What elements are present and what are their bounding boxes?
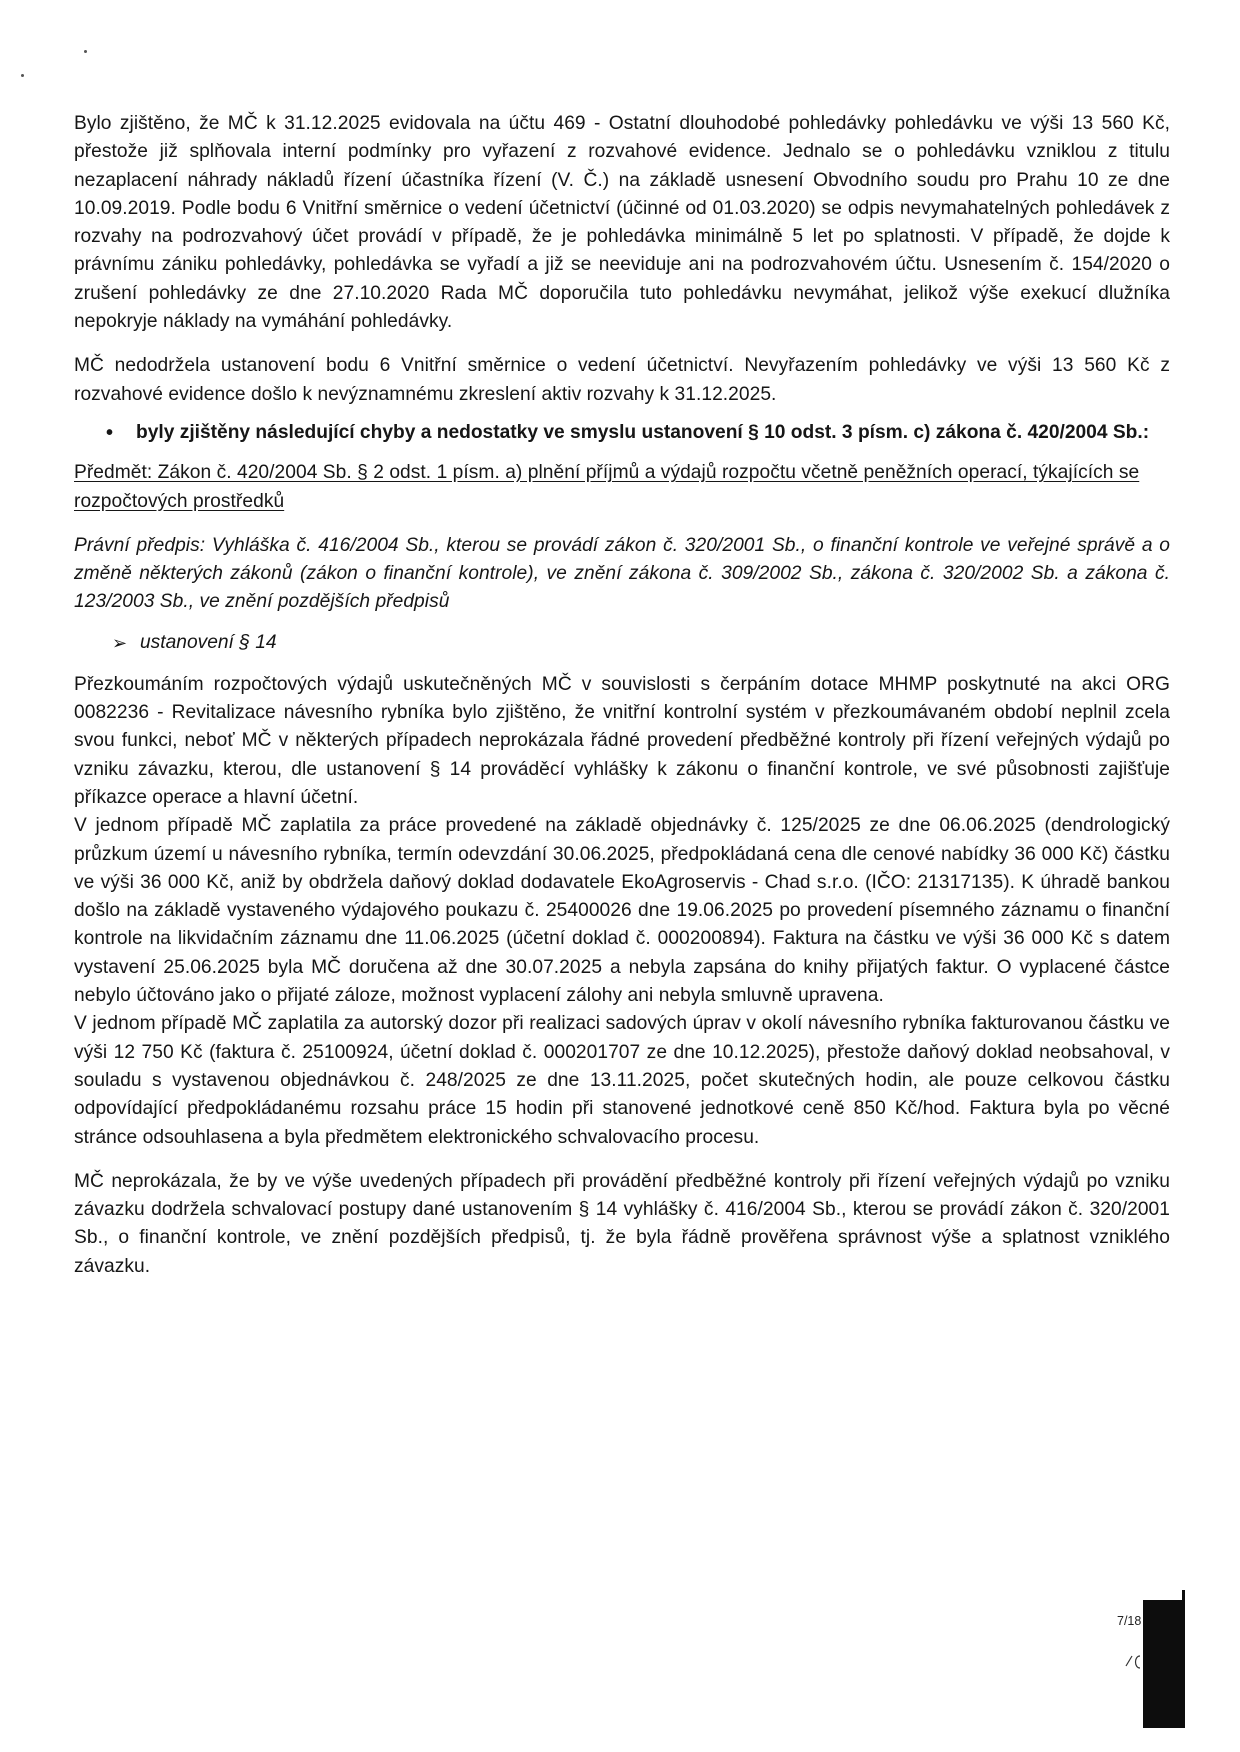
legal-basis: Právní předpis: Vyhláška č. 416/2004 Sb., kterou se provádí zákon č. 320/2001 Sb., o finanční kontrole ve veřejné správě a o změně některých zákonů (zákon o finanční kontrole), ve znění zákona č. 309/2002 Sb., zákona č. 320/2002 Sb. a zákona č. 123/2003 Sb., ve znění pozdějších předpisů — [74, 534, 1170, 613]
provision-label: ustanovení § 14 — [140, 631, 277, 653]
arrow-marker-icon: ➢ — [112, 632, 128, 653]
provision-item — [112, 629, 1170, 657]
paragraph-case-two: V jednom případě MČ zaplatila za autorský dozor při realizaci sadových úprav v okolí návesního rybníka fakturovanou částku ve výši 12 750 Kč (faktura č. 25100924, účetní doklad č. 000201707 ze dne 10.12.2025), přestože daňový doklad neobsahoval, v souladu s vystavenou objednávkou č. 248/2025 ze dne 13.11.2025, počet skutečných hodin, ale pouze celkovou částku odpovídající předpokládanému rozsahu práce 15 hodin při stanovené jednotkové ceně 850 Kč/hod. Faktura byla po věcné stránce odsouhlasena a byla předmětem elektronického schvalovacího procesu. — [74, 1013, 1170, 1148]
bullet-marker: • — [106, 421, 114, 444]
paragraph-case-one: V jednom případě MČ zaplatila za práce provedené na základě objednávky č. 125/2025 ze dne 06.06.2025 (dendrologický průzkum území u návesního rybníka, termín odevzdání 30.06.2025, předpokládaná cena dle cenové nabídky 36 000 Kč) částku ve výši 36 000 Kč, aniž by obdržela daňový doklad dodavatele EkoAgroservis - Chad s.r.o. (IČO: 21317135). K úhradě bankou došlo na základě vystaveného výdajového poukazu č. 25400026 dne 19.06.2025 po provedení písemného záznamu o finanční kontrole na likvidačním záznamu dne 11.06.2025 (účetní doklad č. 000200894). Faktura na částku ve výši 36 000 Kč s datem vystavení 25.06.2025 byla MČ doručena až dne 30.07.2025 a nebyla zapsána do knihy přijatých faktur. O vyplacené částce nebylo účtováno jako o přijaté záloze, možnost vyplacení zálohy ani nebyla smluvně upravena. — [74, 815, 1170, 1007]
paragraph-receivable-conclusion: MČ nedodržela ustanovení bodu 6 Vnitřní směrnice o vedení účetnictví. Nevyřazením pohledávky ve výši 13 560 Kč z rozvahové evidence došlo k nevýznamnému zkreslení aktiv rozvahy k 31.12.2025. — [74, 355, 1170, 405]
paragraph-review-finding: Přezkoumáním rozpočtových výdajů uskutečněných MČ v souvislosti s čerpáním dotace MHMP poskytnuté na akci ORG 0082236 - Revitalizace návesního rybníka bylo zjištěno, že vnitřní kontrolní systém v přezkoumávaném období neplnil zcela svou funkci, neboť MČ v některých případech neprokázala řádné provedení předběžné kontroly při řízení veřejných výdajů po vzniku závazku, kterou, dle ustanovení § 14 prováděcí vyhlášky k zákonu o finanční kontrole, ve své působnosti zajišťuje příkazce operace a hlavní účetní. — [74, 673, 1170, 808]
paragraph-receivable-finding: Bylo zjištěno, že MČ k 31.12.2025 evidovala na účtu 469 - Ostatní dlouhodobé pohledávky pohledávku ve výši 13 560 Kč, přestože již splňovala interní podmínky pro vyřazení z rozvahové evidence. Jednalo se o pohledávku vzniklou z titulu nezaplacení náhrady nákladů řízení účastníka řízení (V. Č.) na základě usnesení Obvodního soudu pro Prahu 10 ze dne 10.09.2019. Podle bodu 6 Vnitřní směrnice o vedení účetnictví (účinné od 01.03.2020) se odpis nevymahatelných pohledávek z rozvahy na podrozvahový účet provádí v případě, že je pohledávka minimálně 5 let po splatnosti. V případě, že dojde k právnímu zániku pohledávky, pohledávka se vyřadí a již se neeviduje ani na podrozvahovém účtu. Usnesením č. 154/2020 o zrušení pohledávky ze dne 27.10.2020 Rada MČ doporučila tuto pohledávku nevymáhat, jelikož výše exekucí dlužníka nepokryje náklady na vymáhání pohledávky. — [74, 113, 1170, 333]
scan-marker-block — [1143, 1600, 1185, 1728]
document-page — [74, 110, 1170, 1281]
scan-speck — [21, 74, 24, 77]
scan-mark-tick — [1182, 1590, 1185, 1600]
findings-heading: byly zjištěny následující chyby a nedostatky ve smyslu ustanovení § 10 odst. 3 písm. c) zákona č. 420/2004 Sb.: — [136, 421, 1150, 443]
findings-bullet — [106, 419, 1170, 447]
subject-line: Předmět: Zákon č. 420/2004 Sb. § 2 odst. 1 písm. a) plnění příjmů a výdajů rozpočtu včetně peněžních operací, týkajících se rozpočtových prostředků — [74, 462, 1140, 512]
page-number: 7/18 — [1117, 1614, 1142, 1628]
scan-speck — [84, 50, 87, 53]
paragraph-conclusion: MČ neprokázala, že by ve výše uvedených případech při provádění předběžné kontroly při řízení veřejných výdajů po vzniku závazku dodržela schvalovací postupy dané ustanovením § 14 vyhlášky č. 416/2004 Sb., kterou se provádí zákon č. 320/2001 Sb., o finanční kontrole, ve znění pozdějších předpisů, tj. že byla řádně prověřena správnost výše a splatnost vzniklého závazku. — [74, 1170, 1170, 1277]
